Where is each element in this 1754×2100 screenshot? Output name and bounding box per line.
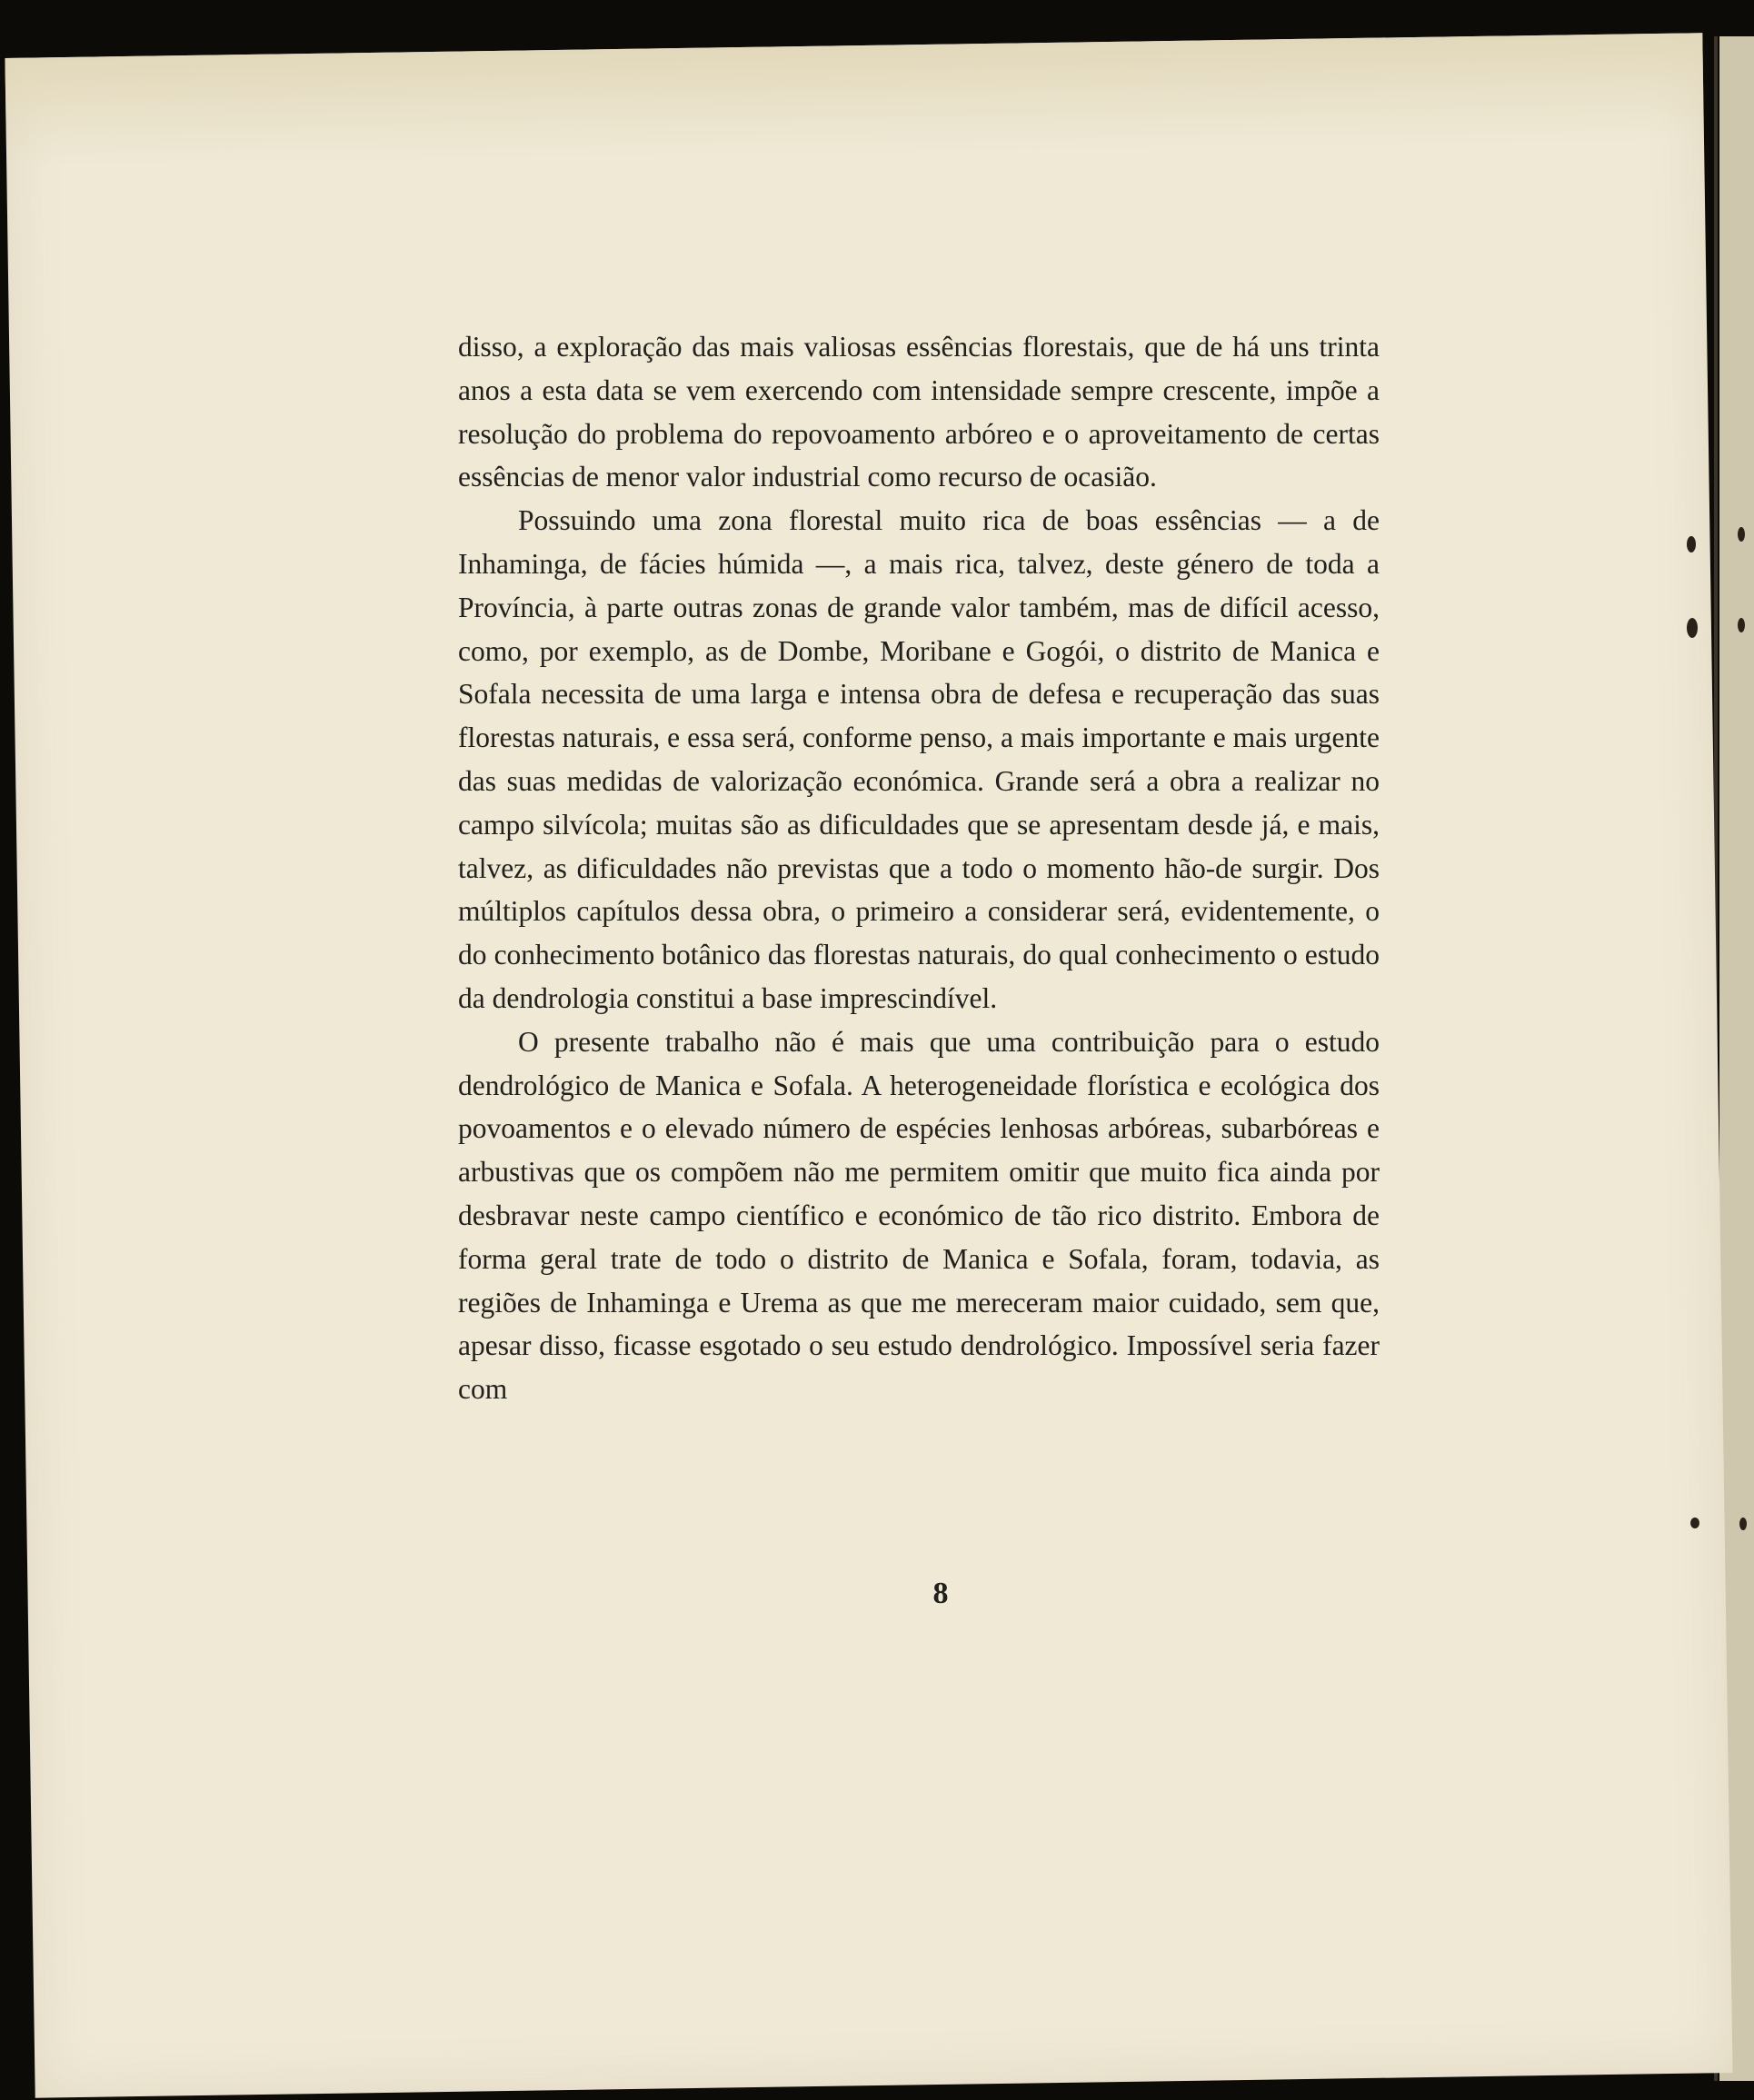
paragraph: O presente trabalho não é mais que uma contribuição para o estudo dendrológico de Manica e Sofala. A heterogeneidade florística e ecológica dos povoamentos e o elevado número de espécies lenhosas arbóreas, subarbóreas e arbustivas que os compõem não me permitem omitir que muito fica ainda por desbravar neste campo científico e económico de tão rico distrito. Embora de forma geral trate de todo o distrito de Manica e Sofala, foram, todavia, as regiões de Inhaminga e Urema as que me mereceram maior cuidado, sem que, apesar disso, ficasse esgotado o seu estudo dendrológico. Impossível seria fazer com: [458, 1025, 1380, 1406]
paragraph: disso, a exploração das mais valiosas essências florestais, que de há uns trinta anos a esta data se vem exercendo com intensidade sempre crescente, impõe a resolução do problema do repovoamento arbóreo e o aproveitamento de certas essências de menor valor industrial como recurso de ocasião.: [458, 331, 1380, 493]
paper-speck: [1687, 536, 1696, 552]
page-number: 8: [932, 1577, 949, 1610]
body-text: [458, 325, 1380, 1411]
paper-speck: [1690, 1518, 1699, 1528]
paper-speck: [1687, 618, 1698, 638]
paper-speck: [1738, 618, 1745, 632]
paragraph: Possuindo uma zona florestal muito rica de boas essências — a de Inhaminga, de fácies húmida —, a mais rica, talvez, deste género de toda a Província, à parte outras zonas de grande valor também, mas de difícil acesso, como, por exemplo, as de Dombe, Moribane e Gogói, o distrito de Manica e Sofala necessita de uma larga e intensa obra de defesa e recuperação das suas florestas naturais, e essa será, conforme penso, a mais importante e mais urgente das suas medidas de valorização económica. Grande será a obra a realizar no campo silvícola; muitas são as dificuldades que se apresentam desde já, e mais, talvez, as dificuldades não previstas que a todo o momento hão-de surgir. Dos múltiplos capítulos dessa obra, o primeiro a considerar será, evidentemente, o do conhecimento botânico das florestas naturais, do qual conhecimento o estudo da dendrologia constitui a base imprescindível.: [458, 504, 1380, 1014]
paper-speck: [1739, 1518, 1747, 1530]
paper-speck: [1738, 527, 1745, 542]
paper-stain: [5, 33, 1704, 167]
